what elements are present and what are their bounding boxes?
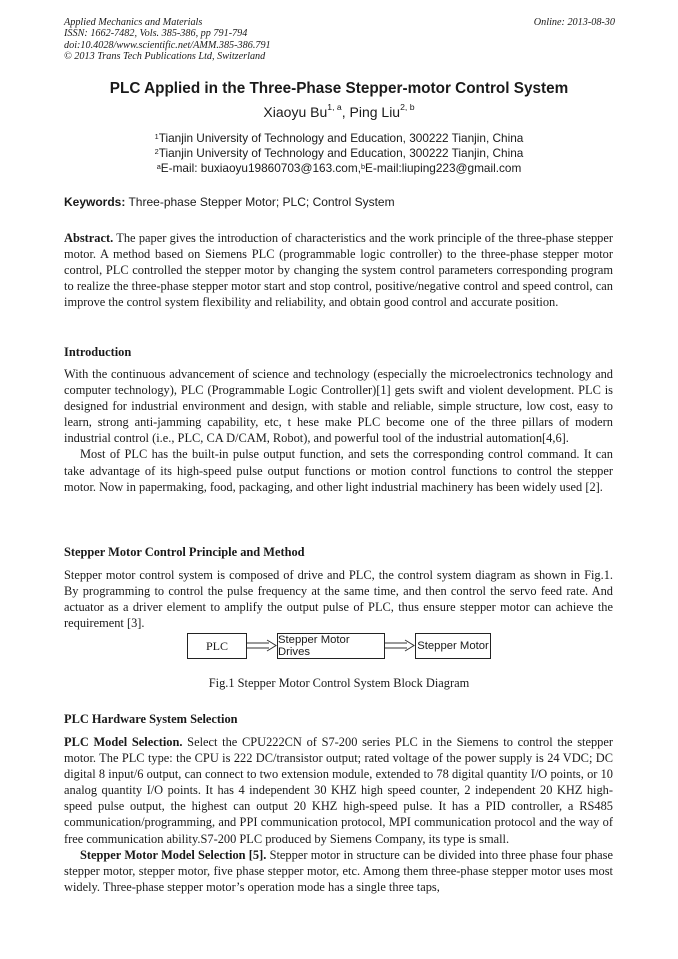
- affiliation-2: [0, 146, 678, 161]
- keywords: [64, 195, 395, 209]
- principle-body: [64, 567, 613, 631]
- email-sup: a: [156, 162, 161, 171]
- section-heading-introduction: Introduction: [64, 345, 132, 359]
- email-sup: b: [360, 162, 366, 171]
- issn: ISSN: 1662-7482, Vols. 385-386, pp 791-794: [64, 28, 248, 40]
- block-diagram: [0, 633, 678, 663]
- paper-title: PLC Applied in the Three-Phase Stepper-motor Control System: [109, 80, 569, 97]
- motor-selection-label: Stepper Motor Model Selection [5].: [80, 847, 267, 862]
- email-b[interactable]: E-mail:liuping223@gmail.com: [365, 161, 522, 175]
- keywords-text: Three-phase Stepper Motor; PLC; Control System: [125, 195, 395, 209]
- stepper-motor-drives-box: Stepper Motor Drives: [277, 633, 385, 659]
- arrow-icon: [247, 639, 277, 653]
- authors: Xiaoyu Bu$^{1, a}$, Ping Liu$^{2, b}$: [263, 102, 415, 120]
- abstract-text: The paper gives the introduction of characteristics and the work principle of the three-phase stepper motor. A method based on Siemens PLC (programmable logic controller) to the three-phase stepper motor control, PLC controlled the stepper motor by changing the system control parameters corresponding program to realize the three-phase stepper motor start and stop control, positive/negative control and speed control, can improve the control system flexibility and reliability, and obtain good control and accurate position.: [64, 231, 613, 310]
- affiliation-sup: 1: [154, 132, 159, 141]
- affiliation-text: Tianjin University of Technology and Education, 300222 Tianjin, China: [158, 146, 524, 160]
- arrow-icon: [385, 639, 415, 653]
- abstract-label: Abstract.: [64, 231, 114, 245]
- abstract: [64, 230, 613, 310]
- affiliation-1: [0, 131, 678, 146]
- paragraph: Most of PLC has the built-in pulse output function, and sets the corresponding control command. It can take advantage of its high-speed pulse output functions or motion control functions to control the stepper motor. Now in papermaking, food, packaging, and other light industrial machinery has been widely used [2].: [64, 447, 613, 494]
- keywords-label: Keywords:: [64, 195, 126, 209]
- affiliation-text: Tianjin University of Technology and Education, 300222 Tianjin, China: [158, 131, 524, 145]
- motor-selection-text: Stepper motor in structure can be divided into three phase four phase stepper motor, stepper motor, five phase stepper motor, etc. Among them three-phase stepper motor uses most widely. Three-phase stepper motor’s operation mode has a single three taps,: [64, 847, 613, 894]
- model-selection-label: PLC Model Selection.: [64, 735, 183, 749]
- model-selection-text: Select the CPU222CN of S7-200 series PLC in the Siemens to control the stepper motor. The PLC type: the CPU is 222 DC/transistor output; rated voltage of the power supply is 24 VDC; DC digital 8 input/6 output, can connect to two extension module, extended to 78 digital quantity I/O points, or 10 analog quantity I/O points. It has 4 independent 30 KHZ high speed counter, 2 independent 20 KHZ high-speed pulse output, the highest can output 20 KHZ high-speed pulse. It has a PID controller, a RS485 communication/programming, and PPI communication protocol, MPI communication protocol and the way of free communication ability.S7-200 PLC produced by Siemens Company, its type is small.: [64, 735, 613, 846]
- author-sup: 1, a: [327, 102, 342, 112]
- section-heading-principle: Stepper Motor Control Principle and Method: [64, 545, 305, 559]
- figure-caption: Fig.1 Stepper Motor Control System Block Diagram: [208, 676, 470, 690]
- email-a[interactable]: E-mail: buxiaoyu19860703@163.com,: [160, 161, 361, 175]
- doi: doi:10.4028/www.scientific.net/AMM.385-386.791: [64, 39, 271, 51]
- copyright: © 2013 Trans Tech Publications Ltd, Switzerland: [64, 50, 266, 62]
- author-name: Xiaoyu Bu: [263, 104, 328, 120]
- online-date: Online: 2013-08-30: [533, 17, 615, 28]
- emails: [0, 161, 678, 176]
- paragraph: Stepper motor control system is composed of drive and PLC, the control system diagram as shown in Fig.1. By programming to control the pulse frequency at the same time, and then control the servo feed rate. And actuator as a driver element to amplify the output pulse of PLC, thus ensure stepper motor can achieve the requirement [3].: [64, 568, 613, 631]
- plc-box: PLC: [187, 633, 247, 659]
- journal-header: [64, 17, 615, 62]
- author-name: Ping Liu: [349, 104, 401, 120]
- hardware-body: [64, 734, 613, 895]
- author-sup: 2, b: [400, 102, 415, 112]
- journal-name: Applied Mechanics and Materials: [64, 17, 203, 28]
- stepper-motor-box: Stepper Motor: [415, 633, 491, 659]
- paragraph: With the continuous advancement of science and technology (especially the microelectronics technology and computer technology), PLC (Programmable Logic Controller)[1] gets swift and violent development. PLC is designed for industrial environment and design, with stable and reliable, simple structure, low cost, easy to learn, strong anti-jamming capability, etc, t hese make PLC become one of the three pillars of modern industrial control (i.e., PLC, CA D/CAM, Robot), and powerful tool of the industrial automation[4,6].: [64, 367, 613, 446]
- section-heading-hardware: PLC Hardware System Selection: [64, 712, 238, 726]
- introduction-body: [64, 366, 613, 495]
- affiliations: [0, 131, 678, 176]
- affiliation-sup: 2: [154, 147, 159, 156]
